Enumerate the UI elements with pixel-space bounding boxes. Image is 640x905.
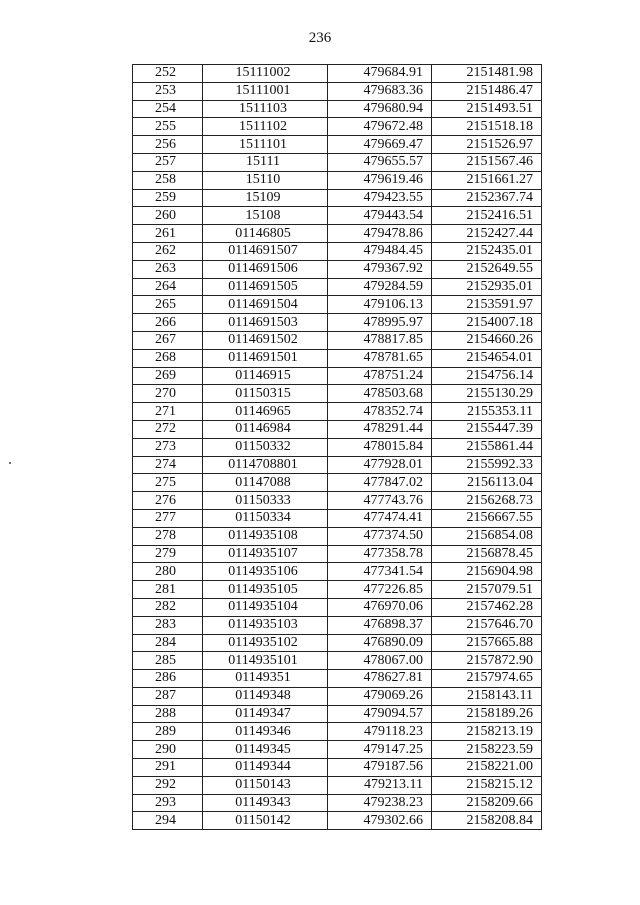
table-row: [133, 314, 542, 332]
table-row: [133, 367, 542, 385]
point-id-cell: 01149346: [203, 723, 328, 741]
point-id-cell: 1511101: [203, 136, 328, 154]
y-coordinate-cell: 2156268.73: [432, 492, 542, 510]
x-coordinate-cell: 478067.00: [328, 652, 432, 670]
x-coordinate-cell: 478781.65: [328, 349, 432, 367]
y-coordinate-cell: 2158215.12: [432, 776, 542, 794]
point-id-cell: 01149348: [203, 687, 328, 705]
x-coordinate-cell: 479118.23: [328, 723, 432, 741]
x-coordinate-cell: 476890.09: [328, 634, 432, 652]
point-id-cell: 01146915: [203, 367, 328, 385]
point-id-cell: 01146984: [203, 420, 328, 438]
point-id-cell: 01149351: [203, 670, 328, 688]
y-coordinate-cell: 2151481.98: [432, 65, 542, 83]
point-number-cell: 291: [133, 759, 203, 777]
point-number-cell: 287: [133, 687, 203, 705]
y-coordinate-cell: 2157872.90: [432, 652, 542, 670]
point-number-cell: 262: [133, 242, 203, 260]
point-number-cell: 283: [133, 616, 203, 634]
point-number-cell: 294: [133, 812, 203, 830]
table-row: [133, 65, 542, 83]
y-coordinate-cell: 2157974.65: [432, 670, 542, 688]
point-id-cell: 0114935103: [203, 616, 328, 634]
table-row: [133, 776, 542, 794]
x-coordinate-cell: 477847.02: [328, 474, 432, 492]
point-number-cell: 255: [133, 118, 203, 136]
y-coordinate-cell: 2155992.33: [432, 456, 542, 474]
table-row: [133, 331, 542, 349]
table-row: [133, 349, 542, 367]
point-number-cell: 276: [133, 492, 203, 510]
table-row: [133, 598, 542, 616]
point-number-cell: 263: [133, 260, 203, 278]
point-number-cell: 270: [133, 385, 203, 403]
point-number-cell: 259: [133, 189, 203, 207]
table-row: [133, 242, 542, 260]
y-coordinate-cell: 2158223.59: [432, 741, 542, 759]
table-row: [133, 296, 542, 314]
point-id-cell: 0114691501: [203, 349, 328, 367]
y-coordinate-cell: 2158213.19: [432, 723, 542, 741]
y-coordinate-cell: 2156854.08: [432, 527, 542, 545]
x-coordinate-cell: 478291.44: [328, 420, 432, 438]
table-row: [133, 225, 542, 243]
y-coordinate-cell: 2151493.51: [432, 100, 542, 118]
y-coordinate-cell: 2151486.47: [432, 82, 542, 100]
scan-speck: [9, 462, 11, 464]
point-id-cell: 01149343: [203, 794, 328, 812]
x-coordinate-cell: 479655.57: [328, 153, 432, 171]
x-coordinate-cell: 479367.92: [328, 260, 432, 278]
table-row: [133, 278, 542, 296]
point-number-cell: 293: [133, 794, 203, 812]
y-coordinate-cell: 2155130.29: [432, 385, 542, 403]
y-coordinate-cell: 2151661.27: [432, 171, 542, 189]
point-id-cell: 0114691505: [203, 278, 328, 296]
table-row: [133, 705, 542, 723]
table-row: [133, 171, 542, 189]
table-row: [133, 670, 542, 688]
x-coordinate-cell: 479302.66: [328, 812, 432, 830]
x-coordinate-cell: 479478.86: [328, 225, 432, 243]
point-id-cell: 0114935105: [203, 581, 328, 599]
x-coordinate-cell: 479069.26: [328, 687, 432, 705]
y-coordinate-cell: 2151526.97: [432, 136, 542, 154]
y-coordinate-cell: 2157646.70: [432, 616, 542, 634]
x-coordinate-cell: 479147.25: [328, 741, 432, 759]
x-coordinate-cell: 477374.50: [328, 527, 432, 545]
x-coordinate-cell: 479106.13: [328, 296, 432, 314]
table-row: [133, 652, 542, 670]
point-number-cell: 273: [133, 438, 203, 456]
y-coordinate-cell: 2152416.51: [432, 207, 542, 225]
point-number-cell: 286: [133, 670, 203, 688]
table-row: [133, 153, 542, 171]
x-coordinate-cell: 479213.11: [328, 776, 432, 794]
x-coordinate-cell: 477743.76: [328, 492, 432, 510]
table-row: [133, 260, 542, 278]
y-coordinate-cell: 2152427.44: [432, 225, 542, 243]
point-number-cell: 256: [133, 136, 203, 154]
x-coordinate-cell: 478817.85: [328, 331, 432, 349]
point-id-cell: 0114708801: [203, 456, 328, 474]
point-number-cell: 275: [133, 474, 203, 492]
x-coordinate-cell: 478503.68: [328, 385, 432, 403]
y-coordinate-cell: 2151567.46: [432, 153, 542, 171]
table-row: [133, 456, 542, 474]
point-number-cell: 266: [133, 314, 203, 332]
y-coordinate-cell: 2157462.28: [432, 598, 542, 616]
table-row: [133, 687, 542, 705]
point-id-cell: 0114691507: [203, 242, 328, 260]
x-coordinate-cell: 476970.06: [328, 598, 432, 616]
y-coordinate-cell: 2156904.98: [432, 563, 542, 581]
point-number-cell: 288: [133, 705, 203, 723]
point-number-cell: 265: [133, 296, 203, 314]
table-row: [133, 812, 542, 830]
table-row: [133, 100, 542, 118]
table-row: [133, 616, 542, 634]
point-number-cell: 253: [133, 82, 203, 100]
table-row: [133, 189, 542, 207]
point-id-cell: 15110: [203, 171, 328, 189]
x-coordinate-cell: 478352.74: [328, 403, 432, 421]
x-coordinate-cell: 479484.45: [328, 242, 432, 260]
x-coordinate-cell: 479680.94: [328, 100, 432, 118]
table-row: [133, 385, 542, 403]
point-id-cell: 15109: [203, 189, 328, 207]
x-coordinate-cell: 479684.91: [328, 65, 432, 83]
point-id-cell: 01150143: [203, 776, 328, 794]
table-row: [133, 207, 542, 225]
point-number-cell: 282: [133, 598, 203, 616]
y-coordinate-cell: 2152935.01: [432, 278, 542, 296]
y-coordinate-cell: 2158189.26: [432, 705, 542, 723]
point-number-cell: 277: [133, 509, 203, 527]
table-row: [133, 118, 542, 136]
point-id-cell: 0114935107: [203, 545, 328, 563]
point-number-cell: 258: [133, 171, 203, 189]
point-number-cell: 279: [133, 545, 203, 563]
point-number-cell: 269: [133, 367, 203, 385]
x-coordinate-cell: 477341.54: [328, 563, 432, 581]
x-coordinate-cell: 479669.47: [328, 136, 432, 154]
point-id-cell: 0114935108: [203, 527, 328, 545]
point-id-cell: 01150332: [203, 438, 328, 456]
point-id-cell: 01150142: [203, 812, 328, 830]
x-coordinate-cell: 478627.81: [328, 670, 432, 688]
table-row: [133, 794, 542, 812]
x-coordinate-cell: 478995.97: [328, 314, 432, 332]
y-coordinate-cell: 2158221.00: [432, 759, 542, 777]
x-coordinate-cell: 477474.41: [328, 509, 432, 527]
table-row: [133, 563, 542, 581]
point-id-cell: 0114935101: [203, 652, 328, 670]
y-coordinate-cell: 2155353.11: [432, 403, 542, 421]
point-id-cell: 01146805: [203, 225, 328, 243]
point-number-cell: 271: [133, 403, 203, 421]
point-number-cell: 284: [133, 634, 203, 652]
coordinates-table-body: [133, 65, 542, 830]
point-id-cell: 0114935106: [203, 563, 328, 581]
table-row: [133, 509, 542, 527]
point-number-cell: 292: [133, 776, 203, 794]
point-id-cell: 01147088: [203, 474, 328, 492]
point-id-cell: 15108: [203, 207, 328, 225]
table-row: [133, 634, 542, 652]
y-coordinate-cell: 2157079.51: [432, 581, 542, 599]
point-id-cell: 0114691506: [203, 260, 328, 278]
table-row: [133, 527, 542, 545]
point-id-cell: 0114935102: [203, 634, 328, 652]
x-coordinate-cell: 477928.01: [328, 456, 432, 474]
y-coordinate-cell: 2155861.44: [432, 438, 542, 456]
x-coordinate-cell: 479238.23: [328, 794, 432, 812]
y-coordinate-cell: 2155447.39: [432, 420, 542, 438]
table-row: [133, 723, 542, 741]
x-coordinate-cell: 479619.46: [328, 171, 432, 189]
x-coordinate-cell: 479672.48: [328, 118, 432, 136]
x-coordinate-cell: 478751.24: [328, 367, 432, 385]
table-row: [133, 759, 542, 777]
point-number-cell: 257: [133, 153, 203, 171]
y-coordinate-cell: 2154660.26: [432, 331, 542, 349]
point-number-cell: 260: [133, 207, 203, 225]
table-row: [133, 741, 542, 759]
point-id-cell: 0114691503: [203, 314, 328, 332]
point-number-cell: 264: [133, 278, 203, 296]
table-row: [133, 438, 542, 456]
point-id-cell: 1511102: [203, 118, 328, 136]
table-row: [133, 492, 542, 510]
point-number-cell: 261: [133, 225, 203, 243]
x-coordinate-cell: 477358.78: [328, 545, 432, 563]
x-coordinate-cell: 479423.55: [328, 189, 432, 207]
y-coordinate-cell: 2156667.55: [432, 509, 542, 527]
point-number-cell: 254: [133, 100, 203, 118]
y-coordinate-cell: 2157665.88: [432, 634, 542, 652]
point-number-cell: 281: [133, 581, 203, 599]
point-id-cell: 01146965: [203, 403, 328, 421]
point-id-cell: 01149345: [203, 741, 328, 759]
y-coordinate-cell: 2152435.01: [432, 242, 542, 260]
y-coordinate-cell: 2153591.97: [432, 296, 542, 314]
page-number: 236: [308, 30, 332, 46]
y-coordinate-cell: 2154007.18: [432, 314, 542, 332]
x-coordinate-cell: 477226.85: [328, 581, 432, 599]
x-coordinate-cell: 476898.37: [328, 616, 432, 634]
point-id-cell: 0114691504: [203, 296, 328, 314]
point-number-cell: 274: [133, 456, 203, 474]
point-number-cell: 268: [133, 349, 203, 367]
point-id-cell: 15111: [203, 153, 328, 171]
x-coordinate-cell: 479443.54: [328, 207, 432, 225]
point-id-cell: 01149344: [203, 759, 328, 777]
point-number-cell: 285: [133, 652, 203, 670]
point-id-cell: 01150333: [203, 492, 328, 510]
table-row: [133, 545, 542, 563]
point-number-cell: 289: [133, 723, 203, 741]
y-coordinate-cell: 2156113.04: [432, 474, 542, 492]
table-row: [133, 403, 542, 421]
point-id-cell: 15111001: [203, 82, 328, 100]
y-coordinate-cell: 2151518.18: [432, 118, 542, 136]
y-coordinate-cell: 2152367.74: [432, 189, 542, 207]
point-number-cell: 290: [133, 741, 203, 759]
point-number-cell: 252: [133, 65, 203, 83]
table-row: [133, 581, 542, 599]
point-number-cell: 272: [133, 420, 203, 438]
point-id-cell: 01149347: [203, 705, 328, 723]
point-id-cell: 1511103: [203, 100, 328, 118]
point-id-cell: 15111002: [203, 65, 328, 83]
point-number-cell: 278: [133, 527, 203, 545]
table-row: [133, 420, 542, 438]
y-coordinate-cell: 2152649.55: [432, 260, 542, 278]
y-coordinate-cell: 2158209.66: [432, 794, 542, 812]
x-coordinate-cell: 478015.84: [328, 438, 432, 456]
y-coordinate-cell: 2154756.14: [432, 367, 542, 385]
x-coordinate-cell: 479683.36: [328, 82, 432, 100]
point-number-cell: 267: [133, 331, 203, 349]
y-coordinate-cell: 2158208.84: [432, 812, 542, 830]
point-id-cell: 0114691502: [203, 331, 328, 349]
y-coordinate-cell: 2156878.45: [432, 545, 542, 563]
y-coordinate-cell: 2154654.01: [432, 349, 542, 367]
table-row: [133, 474, 542, 492]
point-id-cell: 0114935104: [203, 598, 328, 616]
table-row: [133, 136, 542, 154]
coordinates-table: [132, 64, 542, 830]
y-coordinate-cell: 2158143.11: [432, 687, 542, 705]
point-id-cell: 01150315: [203, 385, 328, 403]
x-coordinate-cell: 479284.59: [328, 278, 432, 296]
x-coordinate-cell: 479187.56: [328, 759, 432, 777]
table-row: [133, 82, 542, 100]
x-coordinate-cell: 479094.57: [328, 705, 432, 723]
point-id-cell: 01150334: [203, 509, 328, 527]
point-number-cell: 280: [133, 563, 203, 581]
